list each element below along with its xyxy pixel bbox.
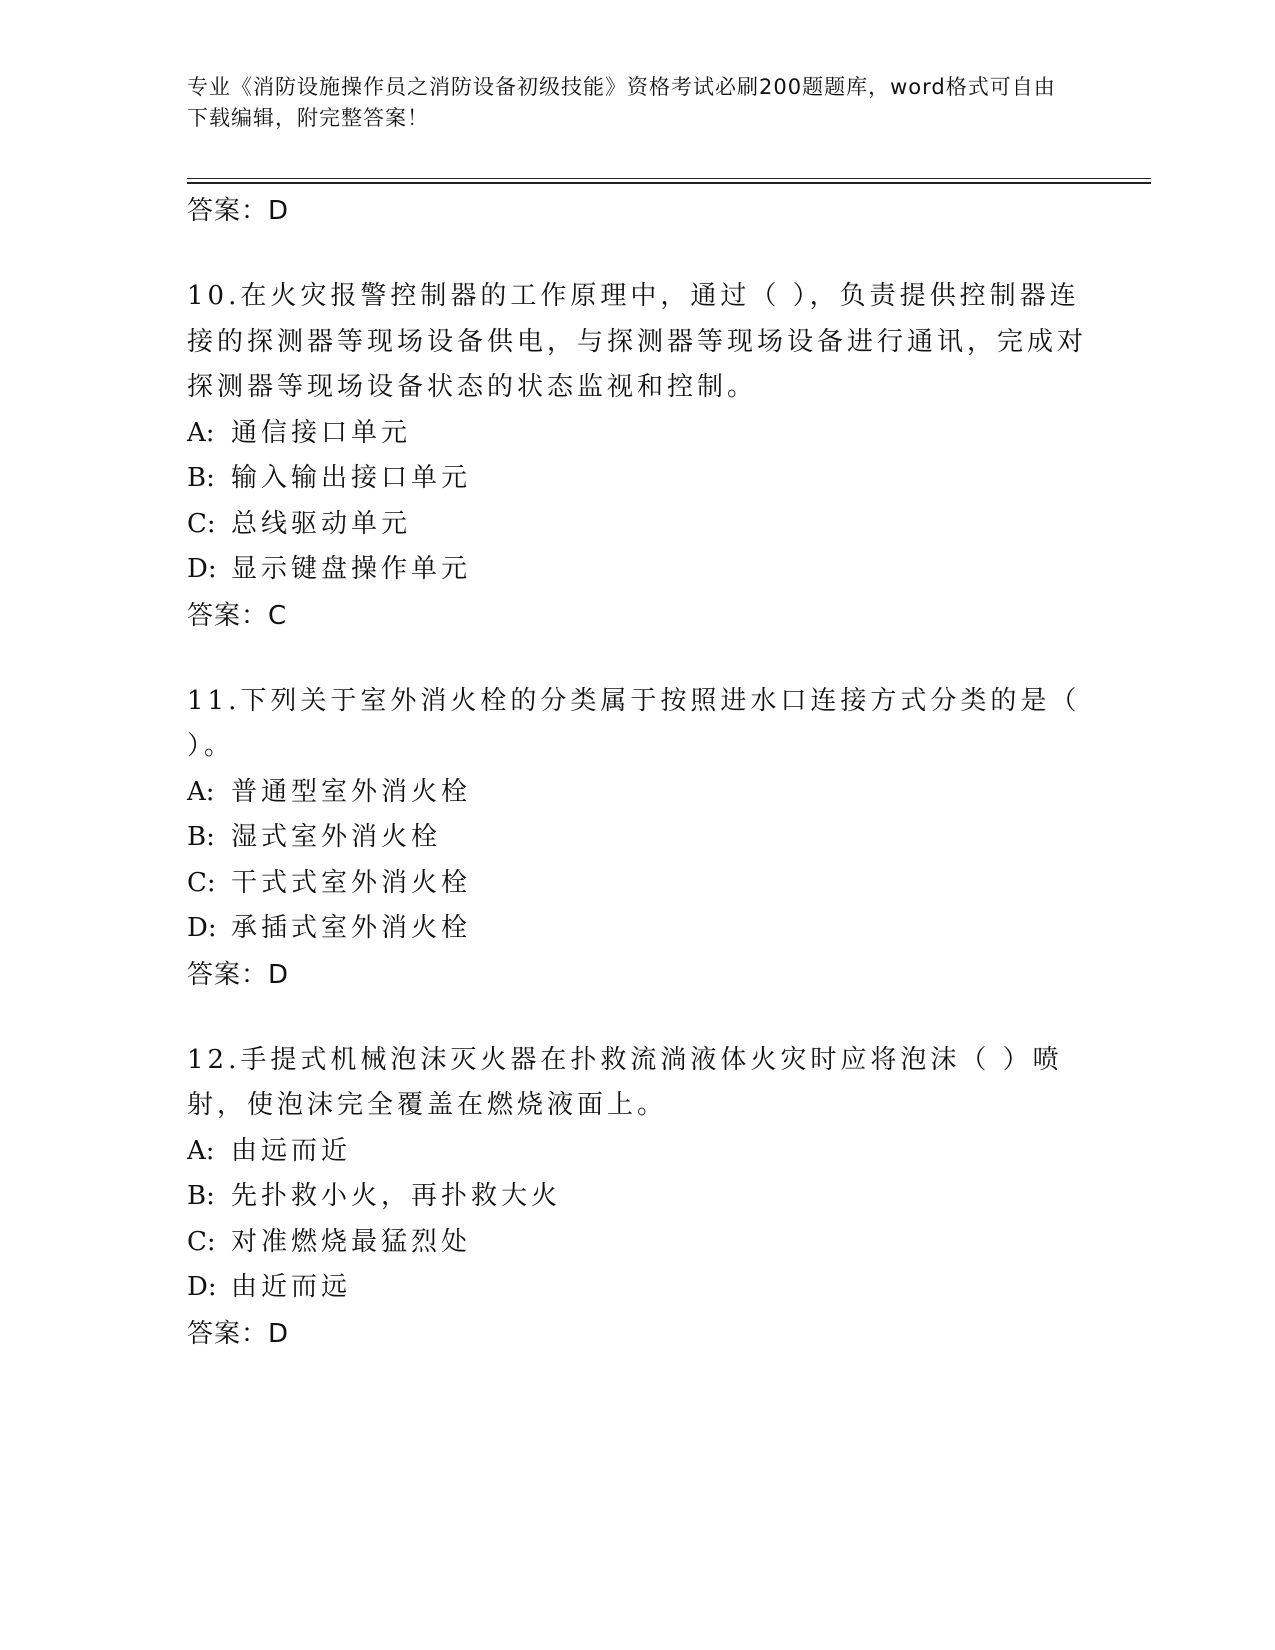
option-text: 由近而远: [231, 1272, 352, 1302]
option-letter: A:: [187, 776, 215, 807]
option-letter: A:: [187, 1135, 215, 1166]
option-letter: C:: [187, 1226, 216, 1257]
option-a: [187, 1129, 1087, 1175]
option-letter: A:: [187, 417, 215, 448]
question-block-10: [187, 274, 1087, 639]
option-b: [187, 456, 1087, 502]
option-text: 对准燃烧最猛烈处: [231, 1226, 472, 1257]
previous-answer: 答案：D: [187, 196, 290, 226]
question-block-12: [187, 1038, 1087, 1357]
option-c: [187, 502, 1087, 548]
option-a: [187, 411, 1087, 457]
header-divider-thin: [187, 178, 1151, 179]
option-c: [187, 861, 1087, 907]
option-letter: B:: [187, 1181, 215, 1211]
question-text: 11.下列关于室外消火栓的分类属于按照进水口连接方式分类的是（ ）。: [187, 685, 1081, 761]
option-text: 由远而近: [231, 1135, 352, 1166]
option-text: 干式式室外消火栓: [231, 867, 472, 898]
answer-line: 答案：C: [187, 600, 288, 631]
question-text: 10.在火灾报警控制器的工作原理中，通过（ ），负责提供控制器连接的探测器等现场设备供电，与探测器等现场设备进行通讯，完成对探测器等现场设备状态的状态监视和控制。: [187, 281, 1088, 402]
option-text: 通信接口单元: [231, 417, 412, 448]
page-header: 专业《消防设施操作员之消防设备初级技能》资格考试必刷200题题库，word格式可自由下载编辑，附完整答案！: [187, 75, 1056, 130]
option-text: 显示键盘操作单元: [231, 554, 472, 584]
option-letter: D:: [187, 554, 217, 584]
page-content: [187, 188, 1087, 1357]
option-text: 总线驱动单元: [231, 508, 412, 539]
option-text: 先扑救小火，再扑救大火: [231, 1181, 562, 1211]
option-letter: B:: [187, 822, 215, 852]
header-divider-thick: [187, 182, 1151, 184]
spacer: [187, 639, 1087, 679]
answer-line: 答案：D: [187, 959, 290, 990]
question-text: 12.手提式机械泡沫灭火器在扑救流淌液体火灾时应将泡沫（ ）喷射，使泡沫完全覆盖在燃烧液面上。: [187, 1044, 1063, 1120]
option-a: [187, 770, 1087, 816]
question-block-11: [187, 679, 1087, 998]
option-b: [187, 815, 1087, 861]
option-text: 湿式室外消火栓: [231, 822, 442, 852]
option-letter: D:: [187, 1272, 217, 1302]
answer-line: 答案：D: [187, 1318, 290, 1349]
option-text: 普通型室外消火栓: [231, 776, 472, 807]
option-d: [187, 1265, 1087, 1311]
option-letter: C:: [187, 508, 216, 539]
option-text: 输入输出接口单元: [231, 463, 472, 493]
option-b: [187, 1174, 1087, 1220]
option-d: [187, 906, 1087, 952]
option-c: [187, 1220, 1087, 1266]
option-text: 承插式室外消火栓: [231, 913, 472, 943]
option-letter: B:: [187, 463, 215, 493]
option-d: [187, 547, 1087, 593]
spacer: [187, 234, 1087, 274]
option-letter: D:: [187, 913, 217, 943]
option-letter: C:: [187, 867, 216, 898]
spacer: [187, 998, 1087, 1038]
